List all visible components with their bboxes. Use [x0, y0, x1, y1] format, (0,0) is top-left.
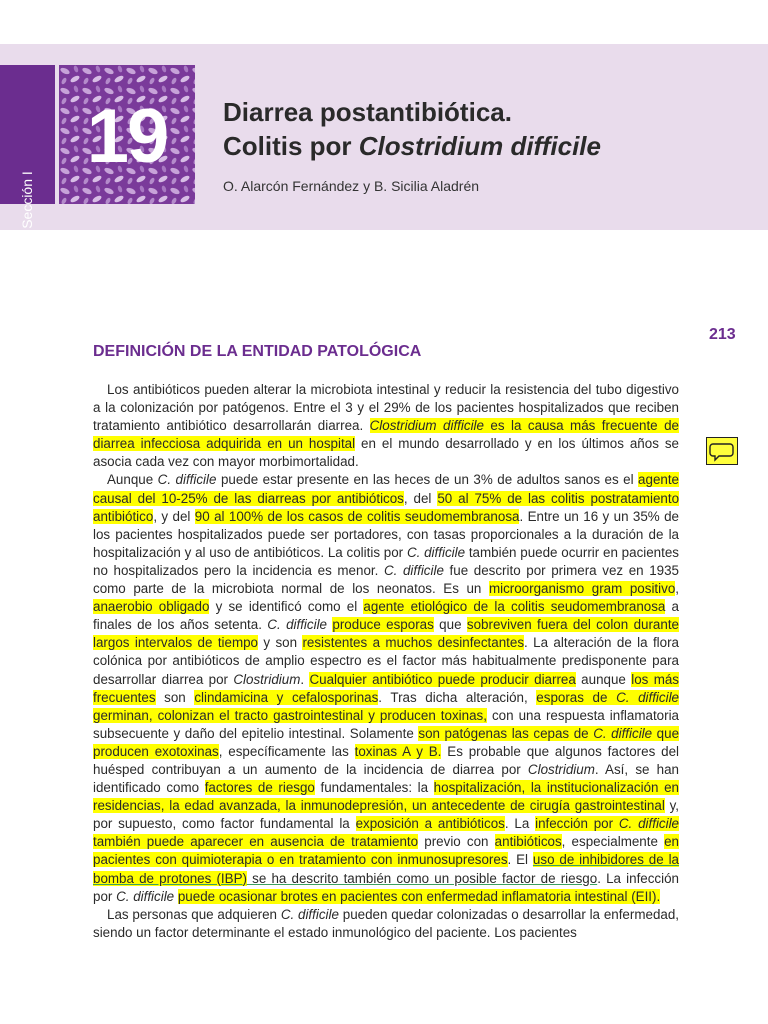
chapter-title — [223, 95, 601, 163]
highlighted-text: hospitalización, la institucionalización en residencias, la edad avanzada, la inmunodepresión, un antecedente de cirugía gastrointestinal — [93, 780, 679, 814]
text-run: a finales de los años setenta. — [93, 599, 679, 633]
text-run: puede estar presente en las heces de un 3% de adultos sanos es el — [216, 472, 639, 488]
highlighted-text: anaerobio obligado — [93, 599, 210, 615]
page-number: 213 — [709, 326, 736, 343]
highlighted-text: agente causal del 10-25% de las diarreas por antibióticos — [93, 472, 680, 506]
chapter-number-box — [59, 65, 195, 204]
paragraph — [93, 381, 679, 471]
text-run: . La infección por — [93, 870, 679, 904]
highlighted-text: sobreviven fuera del colon durante largos intervalos de tiempo — [93, 617, 679, 651]
highlighted-text: microorganismo gram positivo — [488, 581, 676, 597]
highlighted-text: uso de inhibidores de la bomba de protones (IBP) — [93, 852, 679, 886]
highlighted-text: 90 al 100% de los casos de colitis seudomembranosa — [194, 508, 520, 524]
highlighted-text: resistentes a muchos desinfectantes — [302, 635, 525, 651]
highlighted-text: clindamicina y cefalosporinas — [194, 689, 379, 705]
text-run: . Tras dicha alteración, — [378, 689, 537, 705]
text-run: en el mundo desarrollado y en los últimos años se asocia cada vez con mayor morbimortalidad. — [93, 436, 679, 470]
text-run: , específicamente las — [218, 743, 355, 759]
highlighted-text: produce esporas — [332, 617, 434, 633]
paragraph — [93, 906, 679, 942]
text-run: , del — [403, 490, 438, 506]
text-run: , — [675, 581, 679, 597]
highlighted-text: esporas de — [536, 689, 617, 705]
highlighted-text: que producen exotoxinas — [93, 725, 680, 759]
text-run: C. difficile — [383, 562, 444, 578]
text-run: , y del — [153, 508, 195, 524]
text-run: . El — [507, 852, 533, 868]
text-run: y, por supuesto, como factor fundamental la — [93, 798, 679, 832]
text-run: C. difficile — [157, 472, 217, 488]
highlighted-text: C. difficile — [616, 689, 679, 705]
highlighted-text: en pacientes con quimioterapia o en tratamiento con inmunosupresores — [93, 834, 679, 868]
text-run: aunque — [575, 671, 632, 687]
text-run: se ha descrito también como un posible factor de riesgo — [246, 870, 598, 886]
text-run: . Así, se han identificado como — [93, 761, 679, 796]
section-label: Sección I — [19, 171, 35, 229]
chapter-title-line1: Diarrea postantibiótica. — [223, 97, 512, 127]
text-run: y se identificó como el — [209, 599, 364, 615]
text-run: Es probable que algunos factores del huésped contribuyan a un aumento de la incidencia de diarrea por — [93, 743, 680, 777]
comment-icon[interactable] — [706, 437, 738, 465]
text-run: con una respuesta inflamatoria subsecuente y daño del epitelio intestinal. Solamente — [93, 707, 679, 741]
text-run: . La alteración de la flora colónica por antibióticos de amplio espectro es el factor más habitualmente predisponente para desarrollar diarrea por — [93, 635, 679, 687]
chapter-title-line2 — [223, 129, 601, 163]
highlighted-text: germinan, colonizan el tracto gastrointestinal y producen toxinas, — [93, 707, 487, 723]
text-run: fundamentales: la — [314, 780, 434, 796]
chapter-title-prefix: Colitis por — [223, 131, 359, 161]
section-heading: DEFINICIÓN DE LA ENTIDAD PATOLÓGICA — [93, 343, 422, 360]
paragraph — [93, 471, 679, 905]
chapter-title-italic: Clostridium difficile — [358, 131, 601, 161]
highlighted-text: toxinas A y B. — [354, 743, 442, 759]
highlighted-text: son patógenas las cepas de — [418, 725, 594, 741]
text-run: C. difficile — [116, 888, 175, 904]
text-run: Aunque — [107, 472, 158, 488]
text-run: C. difficile — [267, 617, 327, 633]
highlighted-text: puede ocasionar brotes en pacientes con enfermedad inflamatoria intestinal (EII). — [177, 888, 661, 904]
text-run: Clostridium — [233, 671, 301, 687]
chapter-authors: O. Alarcón Fernández y B. Sicilia Aladrén — [223, 178, 480, 194]
text-run: . — [300, 671, 310, 687]
body-text — [93, 381, 679, 942]
highlighted-text: 50 al 75% de las colitis postratamiento antibiótico — [93, 490, 680, 524]
text-run: son — [155, 689, 195, 705]
text-run: Clostridium — [527, 761, 595, 777]
highlighted-text: Clostridium difficile — [369, 418, 484, 434]
text-run: también puede ocurrir en pacientes no hospitalizados pero la incidencia es menor. — [93, 544, 679, 578]
text-run: que — [433, 617, 467, 633]
highlighted-text: también puede aparecer en ausencia de tratamiento — [93, 834, 419, 850]
highlighted-text: Cualquier antibiótico puede producir diarrea — [309, 671, 576, 687]
highlighted-text: C. difficile — [618, 816, 680, 832]
text-run: y son — [258, 635, 303, 651]
text-run: C. difficile — [406, 544, 466, 560]
highlighted-text: C. difficile — [593, 725, 653, 741]
highlighted-text: antibióticos — [494, 834, 562, 850]
text-run: . La — [504, 816, 536, 832]
text-run: Las personas que adquieren — [107, 906, 281, 922]
text-run: previo con — [418, 834, 495, 850]
text-run: , especialmente — [561, 834, 665, 850]
text-run: C. difficile — [280, 906, 339, 922]
section-tab — [0, 65, 55, 229]
highlighted-text: agente etiológico de la colitis seudomembranosa — [363, 599, 666, 615]
text-run: . Entre un 16 y un 35% de los pacientes hospitalizados puede ser portadores, con tasas proporcionales a la duración de la hospitalización y al uso de antibióticos. La colitis por — [93, 508, 679, 560]
text-run: pueden quedar colonizadas o desarrollar la enfermedad, siendo un factor determinante el estado inmunológico del paciente. Los pacientes — [93, 906, 679, 940]
chapter-number: 19 — [86, 94, 168, 179]
text-run: fue descrito por primera vez en 1935 como parte de la microbiota normal de los neonatos. Es un — [93, 562, 680, 597]
highlighted-text: exposición a antibióticos — [355, 816, 505, 832]
text-run: Los antibióticos pueden alterar la microbiota intestinal y reducir la resistencia del tubo digestivo a la colonización por patógenos. Entre el 3 y el 29% de los pacientes hospitalizados que reciben tratamiento antibiótico desarrollarán diarrea. — [93, 382, 679, 434]
highlighted-text: los más frecuentes — [93, 671, 679, 705]
highlighted-text: infección por — [535, 816, 619, 832]
highlighted-text: factores de riesgo — [204, 780, 315, 796]
highlighted-text: es la causa más frecuente de diarrea infecciosa adquirida en un hospital — [93, 418, 679, 452]
